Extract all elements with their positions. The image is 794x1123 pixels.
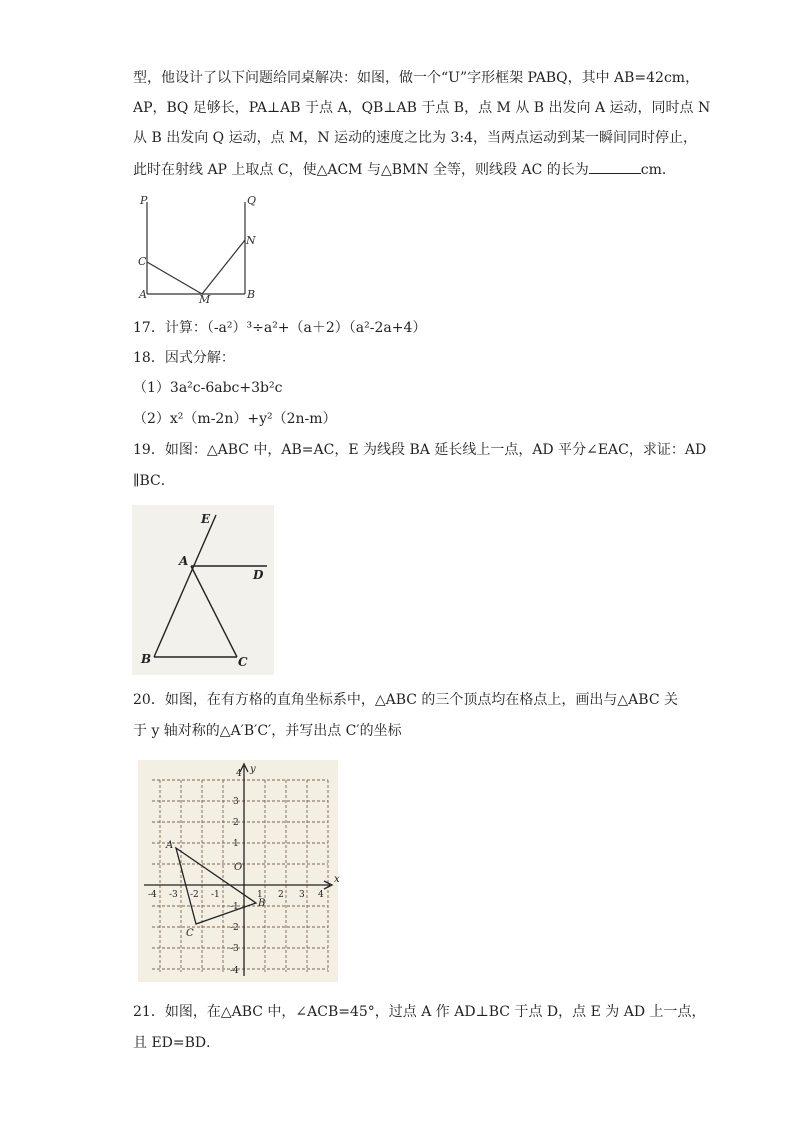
q18-part-1: （1）3a²c-6abc+3b²c [133, 380, 283, 396]
q21-line-2: 且 ED=BD． [133, 1035, 221, 1051]
answer-blank [589, 159, 641, 174]
q16-line-4 [133, 159, 676, 180]
label-D: D [253, 568, 264, 582]
y-tick--1: -1 [230, 902, 239, 912]
label-E: E [201, 512, 211, 526]
q16-line-3: 从 B 出发向 Q 运动，点 M，N 运动的速度之比为 3:4，当两点运动到某一瞬间同时停止， [133, 130, 698, 146]
y-tick-4: 4 [236, 769, 242, 779]
label-M: M [199, 293, 211, 306]
q16-line-4-unit: cm． [640, 162, 676, 178]
q18-part-2: （2）x²（m-2n）+y²（2n-m） [133, 411, 337, 427]
y-tick--3: -3 [230, 944, 239, 954]
x-tick-4: 4 [318, 890, 324, 900]
q20-line-2: 于 y 轴对称的△A′B′C′，并写出点 C′的坐标 [133, 723, 402, 739]
y-tick-3: 3 [233, 797, 239, 807]
y-tick--2: -2 [230, 923, 239, 933]
point-B-label: B [258, 898, 266, 909]
x-tick--4: -4 [148, 890, 157, 900]
q21-line-1: 21．如图，在△ABC 中，∠ACB=45°，过点 A 作 AD⊥BC 于点 D，点 E 为 AD 上一点， [133, 1004, 706, 1020]
x-tick-3: 3 [299, 890, 305, 900]
label-C: C [138, 255, 147, 268]
q20-line-1: 20．如图，在有方格的直角坐标系中，△ABC 的三个顶点均在格点上，画出与△ABC 关 [133, 692, 678, 708]
x-axis-label: x [334, 874, 340, 885]
coordinate-grid-figure [138, 760, 338, 982]
point-A-label: A [166, 840, 174, 851]
q19-line-2: ∥BC． [133, 473, 175, 489]
q19-line-1: 19．如图：△ABC 中，AB=AC，E 为线段 BA 延长线上一点，AD 平分∠EAC，求证：AD [133, 442, 707, 458]
q16-line-1: 型，他设计了以下问题给同桌解决：如图，做一个“U”字形框架 PABQ，其中 AB=42cm， [133, 70, 700, 86]
point-C-label: C [186, 928, 194, 939]
label-B: B [141, 652, 152, 666]
y-axis-label: y [250, 764, 256, 775]
label-A: A [139, 288, 147, 301]
q18-title: 18．因式分解： [133, 350, 235, 366]
x-tick--2: -2 [190, 890, 199, 900]
label-A: A [179, 554, 189, 568]
label-B: B [247, 288, 256, 301]
origin-label: O [234, 862, 243, 873]
y-tick-1: 1 [233, 839, 239, 849]
x-tick-1: 1 [257, 890, 263, 900]
label-Q: Q [247, 194, 257, 207]
x-tick-2: 2 [278, 890, 284, 900]
triangle-figure [132, 505, 274, 675]
x-tick--3: -3 [169, 890, 178, 900]
x-tick--1: -1 [211, 890, 220, 900]
y-tick-2: 2 [233, 818, 239, 828]
q16-line-2: AP，BQ 足够长，PA⊥AB 于点 A，QB⊥AB 于点 B，点 M 从 B 出发向 A 运动，同时点 N [133, 100, 711, 116]
u-frame-figure [130, 190, 270, 306]
label-C: C [238, 655, 248, 669]
y-tick--4: -4 [230, 966, 239, 976]
q17-text: 17．计算：（-a²）³÷a²+（a＋2）（a²-2a+4） [133, 320, 427, 336]
label-P: P [140, 194, 148, 207]
label-N: N [246, 234, 256, 247]
q16-line-4-text: 此时在射线 AP 上取点 C，使△ACM 与△BMN 全等，则线段 AC 的长为 [133, 162, 589, 178]
